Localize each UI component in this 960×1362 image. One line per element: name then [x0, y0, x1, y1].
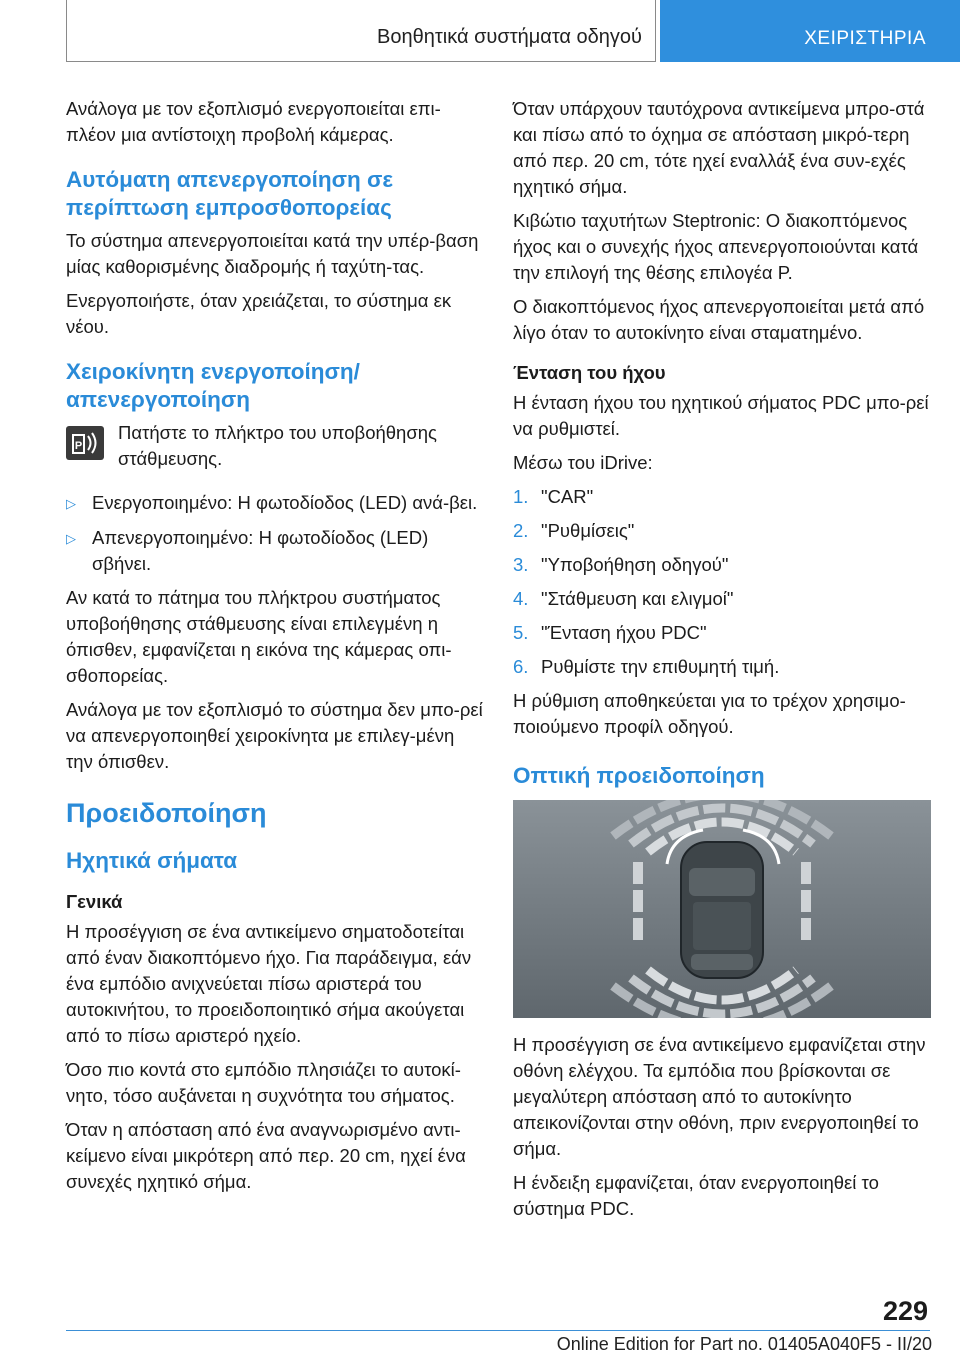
list-item: [66, 490, 486, 517]
list-item: [513, 552, 931, 578]
list-item: [513, 586, 931, 612]
left-column: [66, 96, 486, 1203]
step-text: "Υποβοήθηση οδηγού": [541, 554, 729, 575]
right-paragraph-1: Όταν υπάρχουν ταυτόχρονα αντικείμενα μπρο-στά και πίσω από το όχημα σε απόσταση μικρό-τερη από περ. 20 cm, τότε ηχεί εναλλάξ ένα συν-εχές ηχητικό σήμα.: [513, 98, 925, 197]
section-tab[interactable]: [660, 0, 960, 62]
volume-heading: Ένταση του ήχου: [513, 362, 666, 383]
step-number: 4.: [513, 588, 529, 609]
volume-paragraph-2: Μέσω του iDrive:: [513, 452, 653, 473]
right-paragraph-3: Ο διακοπτόμενος ήχος απενεργοποιείται μετά από λίγο όταν το αυτοκίνητο είναι σταματημένο.: [513, 296, 925, 343]
manual-heading: Χειροκίνητη ενεργοποίηση/ απενεργοποίηση: [66, 359, 360, 412]
auto-paragraph-2: Ενεργοποιήστε, όταν χρειάζεται, το σύστημα εκ νέου.: [66, 290, 452, 337]
step-text: Ρυθμίστε την επιθυμητή τιμή.: [541, 656, 780, 677]
general-paragraph-3: Όταν η απόσταση από ένα αναγνωρισμένο αντι-κείμενο είναι μικρότερη από περ. 20 cm, ηχεί ένα συνεχές ηχητικό σήμα.: [66, 1119, 466, 1192]
footer-divider: [66, 1330, 930, 1331]
list-item: [513, 654, 931, 680]
parking-assist-button-icon: [66, 426, 104, 460]
step-text: "CAR": [541, 486, 594, 507]
list-item: [513, 484, 931, 510]
visual-paragraph-2: Η ένδειξη εμφανίζεται, όταν ενεργοποιηθεί το σύστημα PDC.: [513, 1172, 879, 1219]
right-paragraph-2: Κιβώτιο ταχυτήτων Steptronic: Ο διακοπτόμενος ήχος και ο συνεχής ήχος απενεργοποιούνται κατά την επιλογή της θέσης επιλογέα P.: [513, 210, 919, 283]
step-number: 5.: [513, 622, 529, 643]
intro-paragraph: Ανάλογα με τον εξοπλισμό ενεργοποιείται επι-πλέον μια αντίστοιχη προβολή κάμερας.: [66, 98, 441, 145]
warning-heading: Προειδοποίηση: [66, 798, 267, 828]
list-item: [513, 518, 931, 544]
button-instruction-text: Πατήστε το πλήκτρο του υποβοήθησης στάθμευσης.: [118, 422, 437, 469]
triangle-bullet-icon: ▷: [66, 496, 76, 511]
step-number: 1.: [513, 486, 529, 507]
step-text: "Στάθμευση και ελιγμοί": [541, 588, 734, 609]
right-column: [513, 96, 931, 1230]
pdc-display-illustration: [513, 800, 931, 1018]
triangle-bullet-icon: ▷: [66, 531, 76, 546]
page-number: 229: [882, 1296, 928, 1326]
edition-footer: Online Edition for Part no. 01405A040F5 - II/20: [556, 1334, 932, 1354]
auto-deactivation-heading: Αυτόματη απενεργοποίηση σε περίπτωση εμπροσθοπορείας: [66, 167, 394, 220]
bullet-text: Ενεργοποιημένο: Η φωτοδίοδος (LED) ανά-βει.: [92, 492, 478, 513]
step-text: "Ρυθμίσεις": [541, 520, 635, 541]
general-paragraph-2: Όσο πιο κοντά στο εμπόδιο πλησιάζει το αυτοκί-νητο, τόσο αυξάνεται η συχνότητα του σήματος.: [66, 1059, 461, 1106]
auto-paragraph-1: Το σύστημα απενεργοποιείται κατά την υπέρ-βαση μίας καθορισμένης διαδρομής ή ταχύτη-τας.: [66, 230, 479, 277]
visual-paragraph-1: Η προσέγγιση σε ένα αντικείμενο εμφανίζεται στην οθόνη ελέγχου. Τα εμπόδια που βρίσκονται σε μεγαλύτερη απόσταση από το αυτοκίνητο απεικονίζονται στην οθόνη, πριν ενεργοποιηθεί το σήμα.: [513, 1034, 926, 1159]
acoustic-signals-heading: Ηχητικά σήματα: [66, 848, 238, 873]
parking-button-instruction: [66, 420, 486, 472]
step-number: 6.: [513, 656, 529, 677]
general-paragraph-1: Η προσέγγιση σε ένα αντικείμενο σηματοδοτείται από έναν διακοπτόμενο ήχο. Για παράδειγμα, εάν ένα εμπόδιο ανιχνεύεται πίσω αριστερά του αυτοκινήτου, το προειδοποιητικό σήμα ακούγεται από το πίσω αριστερό ηχείο.: [66, 921, 472, 1046]
manual-paragraph-2: Ανάλογα με τον εξοπλισμό το σύστημα δεν μπο-ρεί να απενεργοποιηθεί χειροκίνητα με επιλεγ-μένη την όπισθεν.: [66, 699, 483, 772]
list-item: [513, 620, 931, 646]
section-tab-label: ΧΕΙΡΙΣΤΗΡΙΑ: [804, 28, 926, 49]
step-number: 2.: [513, 520, 529, 541]
volume-paragraph-3: Η ρύθμιση αποθηκεύεται για το τρέχον χρησιμο-ποιούμενο προφίλ οδηγού.: [513, 690, 906, 737]
manual-paragraph-1: Αν κατά το πάτημα του πλήκτρου συστήματος υποβοήθησης στάθμευσης είναι επιλεγμένη η όπισθεν, εμφανίζεται η εικόνα της κάμερας οπι-σθοπορείας.: [66, 587, 452, 686]
visual-warning-heading: Οπτική προειδοποίηση: [513, 763, 765, 788]
bullet-text: Απενεργοποιημένο: Η φωτοδίοδος (LED) σβήνει.: [92, 527, 429, 574]
volume-paragraph-1: Η ένταση ήχου του ηχητικού σήματος PDC μπο-ρεί να ρυθμιστεί.: [513, 392, 929, 439]
general-heading: Γενικά: [66, 891, 123, 912]
list-item: [66, 525, 486, 577]
step-text: "Ένταση ήχου PDC": [541, 622, 707, 643]
svg-text:P: P: [74, 440, 83, 452]
step-number: 3.: [513, 554, 529, 575]
chapter-title: Βοηθητικά συστήματα οδηγού: [377, 26, 642, 48]
